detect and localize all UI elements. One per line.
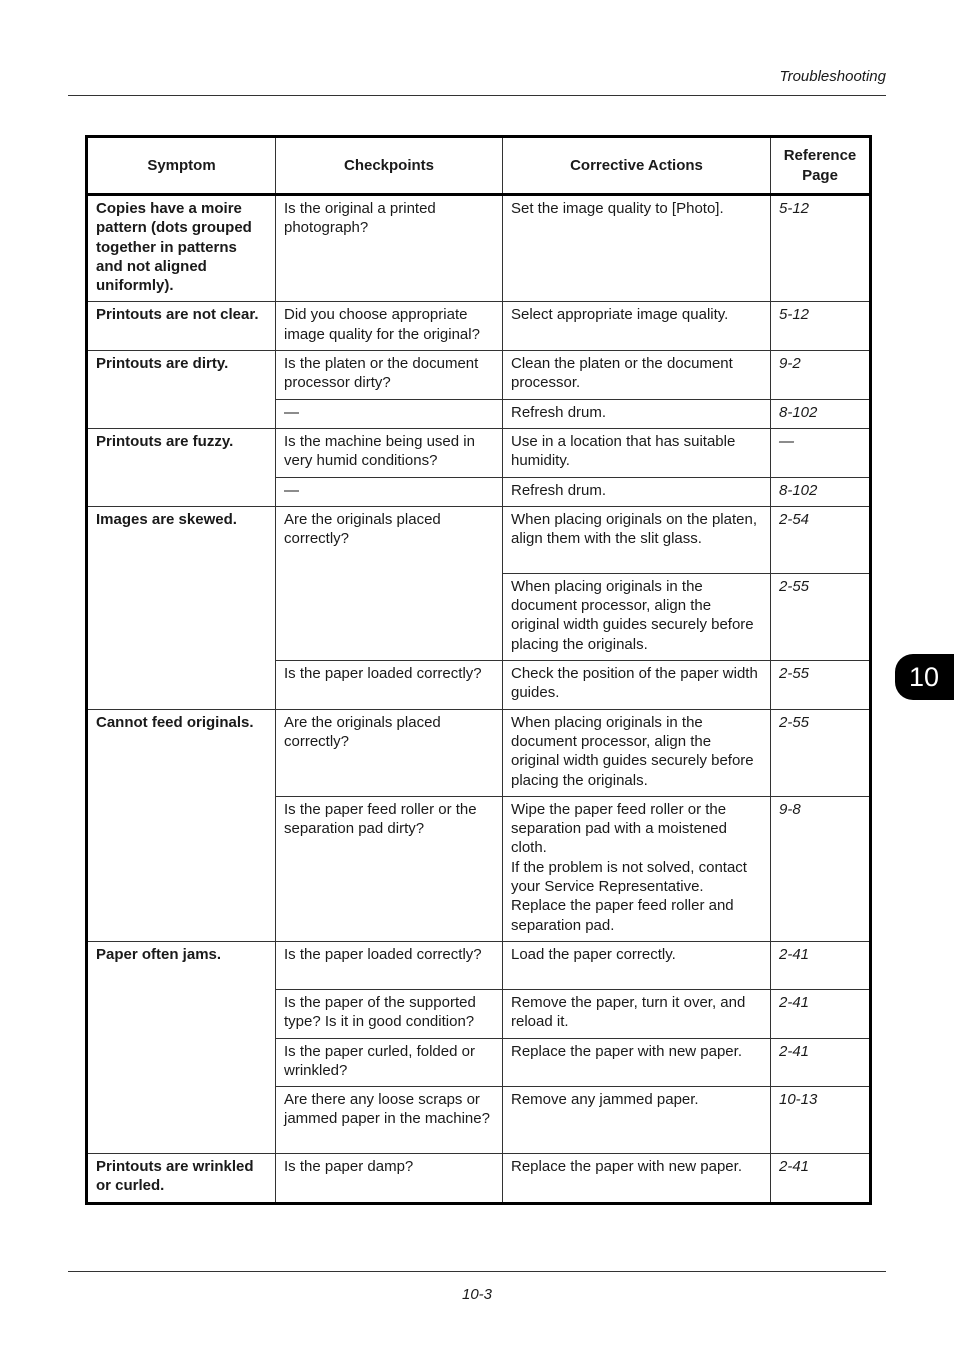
checkpoint-cell: Is the paper loaded correctly?: [276, 941, 503, 989]
troubleshooting-table: [85, 135, 872, 1205]
symptom-cell: Printouts are wrinkled or curled.: [87, 1154, 276, 1204]
footer-divider: [68, 1271, 886, 1272]
action-text-followup: If the problem is not solved, contact your Service Representative. Replace the paper feed roller and separation pad.: [511, 858, 747, 934]
table-row: [87, 941, 871, 989]
action-cell: Check the position of the paper width guides.: [503, 661, 771, 710]
action-cell: When placing originals in the document processor, align the original width guides securely before placing the originals.: [503, 573, 771, 660]
reference-cell: —: [771, 428, 871, 477]
action-text: Wipe the paper feed roller or the separation pad with a moistened cloth.: [511, 800, 727, 857]
table-row: [87, 506, 871, 573]
reference-cell: 2-55: [771, 661, 871, 710]
header-divider: [68, 95, 886, 96]
checkpoint-cell: Is the platen or the document processor dirty?: [276, 351, 503, 400]
table-row: [87, 195, 871, 302]
action-cell: Refresh drum.: [503, 477, 771, 506]
page-number: 10-3: [461, 1286, 493, 1303]
column-header-symptom: Symptom: [87, 137, 276, 195]
checkpoint-cell: Is the machine being used in very humid conditions?: [276, 428, 503, 477]
reference-cell: 10-13: [771, 1087, 871, 1154]
action-cell: Remove any jammed paper.: [503, 1087, 771, 1154]
reference-cell: 2-55: [771, 573, 871, 660]
symptom-cell: Printouts are dirty.: [87, 351, 276, 429]
table-header-row: [87, 137, 871, 195]
column-header-checkpoints: Checkpoints: [276, 137, 503, 195]
checkpoint-cell: —: [276, 399, 503, 428]
checkpoint-cell: —: [276, 477, 503, 506]
action-cell: Select appropriate image quality.: [503, 302, 771, 351]
table-row: [87, 302, 871, 351]
table-row: [87, 709, 871, 796]
table-row: [87, 1154, 871, 1204]
reference-cell: 2-55: [771, 709, 871, 796]
column-header-actions: Corrective Actions: [503, 137, 771, 195]
action-cell: When placing originals in the document processor, align the original width guides securely before placing the originals.: [503, 709, 771, 796]
table-row: [87, 428, 871, 477]
checkpoint-cell: Are there any loose scraps or jammed paper in the machine?: [276, 1087, 503, 1154]
reference-cell: 2-41: [771, 989, 871, 1038]
checkpoint-cell: Is the paper loaded correctly?: [276, 661, 503, 710]
action-cell: [503, 796, 771, 941]
reference-cell: 2-41: [771, 941, 871, 989]
reference-cell: 2-41: [771, 1154, 871, 1204]
checkpoint-cell: Is the paper of the supported type? Is it in good condition?: [276, 989, 503, 1038]
checkpoint-cell: Are the originals placed correctly?: [276, 506, 503, 660]
symptom-cell: Paper often jams.: [87, 941, 276, 1153]
header-title: Troubleshooting: [779, 68, 886, 85]
action-cell: Set the image quality to [Photo].: [503, 195, 771, 302]
action-cell: Load the paper correctly.: [503, 941, 771, 989]
checkpoint-cell: Are the originals placed correctly?: [276, 709, 503, 796]
symptom-cell: Images are skewed.: [87, 506, 276, 709]
action-cell: Clean the platen or the document processor.: [503, 351, 771, 400]
reference-cell: 2-54: [771, 506, 871, 573]
reference-cell: 5-12: [771, 195, 871, 302]
checkpoint-cell: Is the paper damp?: [276, 1154, 503, 1204]
reference-cell: 5-12: [771, 302, 871, 351]
reference-cell: 8-102: [771, 399, 871, 428]
action-cell: When placing originals on the platen, align them with the slit glass.: [503, 506, 771, 573]
checkpoint-cell: Did you choose appropriate image quality for the original?: [276, 302, 503, 351]
symptom-cell: Printouts are fuzzy.: [87, 428, 276, 506]
action-cell: Use in a location that has suitable humidity.: [503, 428, 771, 477]
action-cell: Remove the paper, turn it over, and reload it.: [503, 989, 771, 1038]
symptom-cell: Printouts are not clear.: [87, 302, 276, 351]
reference-cell: 9-8: [771, 796, 871, 941]
column-header-reference: Reference Page: [771, 137, 871, 195]
checkpoint-cell: Is the paper curled, folded or wrinkled?: [276, 1038, 503, 1087]
action-cell: Replace the paper with new paper.: [503, 1154, 771, 1204]
reference-cell: 9-2: [771, 351, 871, 400]
checkpoint-cell: Is the original a printed photograph?: [276, 195, 503, 302]
reference-cell: 2-41: [771, 1038, 871, 1087]
action-cell: Replace the paper with new paper.: [503, 1038, 771, 1087]
chapter-tab: 10: [895, 654, 954, 700]
symptom-cell: Cannot feed originals.: [87, 709, 276, 941]
symptom-cell: Copies have a moire pattern (dots grouped together in patterns and not aligned uniformly).: [87, 195, 276, 302]
reference-cell: 8-102: [771, 477, 871, 506]
checkpoint-cell: Is the paper feed roller or the separation pad dirty?: [276, 796, 503, 941]
action-cell: Refresh drum.: [503, 399, 771, 428]
table-row: [87, 351, 871, 400]
